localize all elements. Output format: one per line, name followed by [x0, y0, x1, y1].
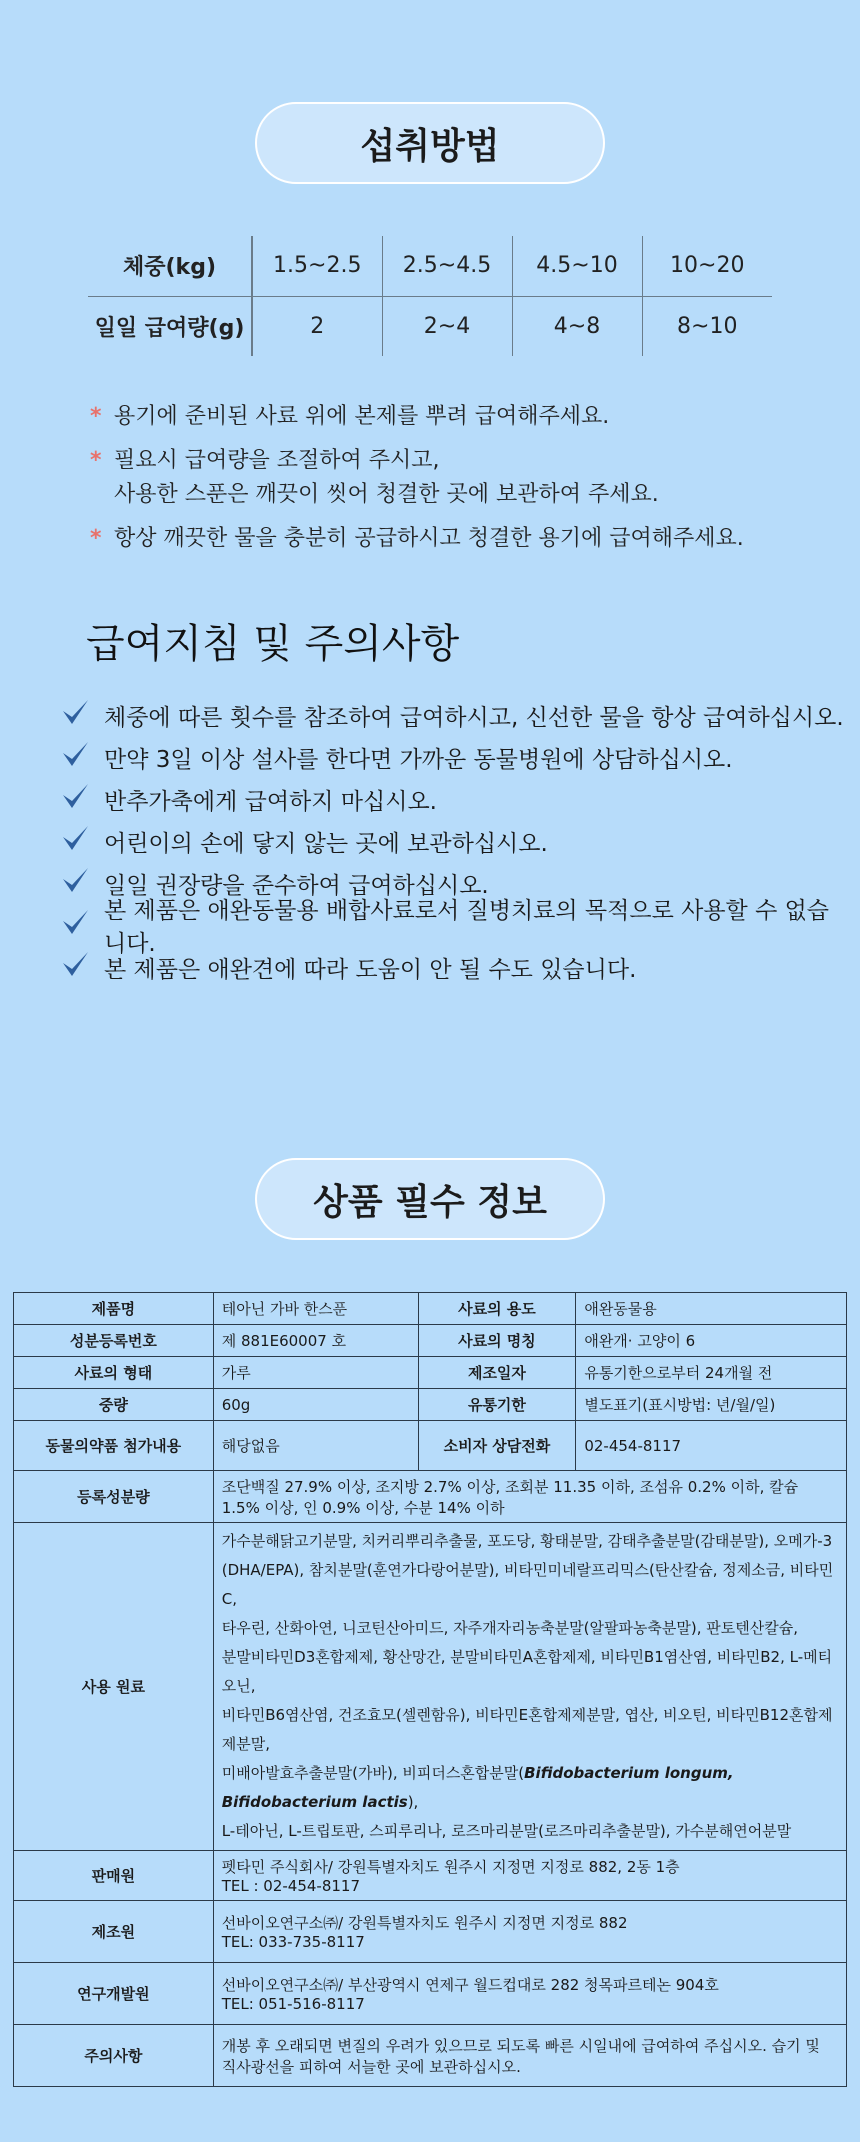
info-row	[14, 1963, 847, 2025]
note-text: 필요시 급여량을 조절하여 주시고, 사용한 스푼은 깨끗이 씻어 청결한 곳에 보관하여 주세요.	[114, 448, 659, 507]
rnd: 선바이오연구소㈜/ 부산광역시 연제구 월드컵대로 282 청목파르테논 904호	[221, 1976, 719, 1994]
amount-label: 일일 급여량(g)	[88, 296, 252, 356]
info-row	[14, 1851, 847, 1901]
checkmark-icon	[60, 865, 104, 901]
guideline-text: 체중에 따른 횟수를 참조하여 급여하시고, 신선한 물을 항상 급여하십시오.	[104, 704, 844, 731]
weight-cell: 1.5~2.5	[252, 236, 382, 296]
checkmark-icon	[60, 739, 104, 775]
raw-line: (DHA/EPA), 참치분말(훈연가다랑어분말), 비타민미네랄프리믹스(탄산칼슘, 정제소금, 비타민C,	[221, 1561, 834, 1608]
guideline-item	[60, 820, 850, 862]
dosage-row-amount	[88, 296, 772, 356]
amount-cell: 4~8	[512, 296, 642, 356]
guideline-text: 일일 권장량을 준수하여 급여하십시오.	[104, 872, 489, 899]
usage-label: 사료의 용도	[418, 1293, 576, 1325]
maker-cell	[213, 1901, 846, 1963]
raw-line: 타우린, 산화아연, 니코틴산아미드, 자주개자리농축분말(알팔파농축분말), 판토텐산칼슘,	[221, 1619, 798, 1637]
amount-cell: 8~10	[677, 313, 738, 339]
note-item	[90, 522, 790, 556]
seller-cell	[213, 1851, 846, 1901]
note-item	[90, 400, 790, 434]
feed-name: 애완개· 고양이 6	[576, 1325, 847, 1357]
product-info-table	[13, 1292, 847, 2087]
product-name-label: 제품명	[14, 1293, 214, 1325]
reg-no-label: 성분등록번호	[14, 1325, 214, 1357]
weight-label: 중량	[14, 1389, 214, 1421]
checkmark-icon	[60, 697, 104, 733]
product-info-title: 상품 필수 정보	[313, 1181, 547, 1223]
info-row	[14, 1293, 847, 1325]
expiry: 별도표기(표시방법: 년/월/일)	[576, 1389, 847, 1421]
form: 가루	[213, 1357, 418, 1389]
weight-label: 체중(kg)	[88, 236, 252, 296]
guidelines-title: 급여지침 및 주의사항	[86, 621, 460, 667]
raw-line: L-테아닌, L-트립토판, 스피루리나, 로즈마리분말(로즈마리추출분말), 가수분해연어분말	[221, 1822, 792, 1840]
note-text: 항상 깨끗한 물을 충분히 공급하시고 청결한 용기에 급여해주세요.	[114, 526, 744, 551]
amount-cell: 2	[252, 296, 382, 356]
info-row	[14, 1421, 847, 1471]
guideline-item	[60, 694, 850, 736]
intake-notes	[90, 400, 790, 566]
note-item	[90, 444, 790, 512]
mfg-date: 유통기한으로부터 24개월 전	[576, 1357, 847, 1389]
checkmark-icon	[60, 823, 104, 859]
caution-label: 주의사항	[14, 2025, 214, 2087]
consumer-phone: 02-454-8117	[576, 1421, 847, 1471]
usage: 애완동물용	[576, 1293, 847, 1325]
ingredients-label: 등록성분량	[14, 1471, 214, 1523]
raw-label: 사용 원료	[14, 1523, 214, 1851]
info-row	[14, 1357, 847, 1389]
weight: 60g	[213, 1389, 418, 1421]
intake-title-pill	[255, 102, 605, 184]
maker-label: 제조원	[14, 1901, 214, 1963]
rnd-label: 연구개발원	[14, 1963, 214, 2025]
info-row	[14, 1523, 847, 1851]
intake-title: 섭취방법	[360, 125, 500, 167]
asterisk-icon: *	[90, 448, 102, 473]
raw-after-italic: ),	[407, 1793, 419, 1811]
consumer-label: 소비자 상담전화	[418, 1421, 576, 1471]
weight-cell: 4.5~10	[512, 236, 642, 296]
amount-cell: 2~4	[382, 296, 512, 356]
vet-drug-label: 동물의약품 첨가내용	[14, 1421, 214, 1471]
guideline-item	[60, 736, 850, 778]
asterisk-icon: *	[90, 526, 102, 551]
product-info-title-pill	[255, 1158, 605, 1240]
feed-name-label: 사료의 명칭	[418, 1325, 576, 1357]
info-row	[14, 1325, 847, 1357]
info-row	[14, 1389, 847, 1421]
guideline-item	[60, 778, 850, 820]
note-text: 용기에 준비된 사료 위에 본제를 뿌려 급여해주세요.	[114, 404, 610, 429]
seller-label: 판매원	[14, 1851, 214, 1901]
raw-line: 분말비타민D3혼합제제, 황산망간, 분말비타민A혼합제제, 비타민B1염산염, 비타민B2, L-메티오닌,	[221, 1648, 833, 1695]
guideline-text: 만약 3일 이상 설사를 한다면 가까운 동물병원에 상담하십시오.	[104, 746, 733, 773]
checkmark-icon	[60, 949, 104, 985]
info-row	[14, 1901, 847, 1963]
checkmark-icon	[60, 907, 104, 943]
form-label: 사료의 형태	[14, 1357, 214, 1389]
raw-line: 미배아발효추출분말(가바), 비피더스혼합분말(	[221, 1764, 525, 1782]
dosage-table	[88, 236, 772, 356]
info-row	[14, 1471, 847, 1523]
raw-italic: Bifidobacterium longum, Bifidobacterium lactis	[221, 1764, 734, 1811]
raw-line: 비타민B6염산염, 건조효모(셀렌함유), 비타민E혼합제제분말, 엽산, 비오틴, 비타민B12혼합제제분말,	[221, 1706, 833, 1753]
weight-cell: 2.5~4.5	[382, 236, 512, 296]
vet-drug: 해당없음	[213, 1421, 418, 1471]
product-name: 테아닌 가바 한스푼	[213, 1293, 418, 1325]
info-row	[14, 2025, 847, 2087]
maker: 선바이오연구소㈜/ 강원특별자치도 원주시 지정면 지정로 882	[221, 1914, 628, 1932]
dosage-row-weight	[88, 236, 772, 296]
ingredients: 조단백질 27.9% 이상, 조지방 2.7% 이상, 조회분 11.35 이하, 조섬유 0.2% 이하, 칼슘 1.5% 이상, 인 0.9% 이상, 수분 14% 이하	[213, 1471, 846, 1523]
maker-tel: TEL: 033-735-8117	[221, 1933, 365, 1951]
weight-cell: 10~20	[642, 236, 772, 296]
raw-materials	[213, 1523, 846, 1851]
guideline-text: 어린이의 손에 닿지 않는 곳에 보관하십시오.	[104, 830, 548, 857]
guideline-item	[60, 898, 850, 957]
raw-line: 가수분해닭고기분말, 치커리뿌리추출물, 포도당, 황태분말, 감태추출분말(감태분말), 오메가-3	[221, 1532, 833, 1550]
guidelines-list	[60, 694, 850, 988]
rnd-cell	[213, 1963, 846, 2025]
seller-tel: TEL : 02-454-8117	[221, 1877, 361, 1895]
guideline-text: 본 제품은 애완견에 따라 도움이 안 될 수도 있습니다.	[104, 956, 637, 983]
seller: 펫타민 주식회사/ 강원특별자치도 원주시 지정면 지정로 882, 2동 1층	[221, 1858, 680, 1876]
guideline-text: 본 제품은 애완동물용 배합사료로서 질병치료의 목적으로 사용할 수 없습니다.	[104, 898, 830, 957]
guideline-text: 반추가축에게 급여하지 마십시오.	[104, 788, 437, 815]
checkmark-icon	[60, 781, 104, 817]
rnd-tel: TEL: 051-516-8117	[221, 1995, 365, 2013]
raw-line-mixed	[222, 1759, 838, 1817]
asterisk-icon: *	[90, 404, 102, 429]
reg-no: 제 881E60007 호	[213, 1325, 418, 1357]
expiry-label: 유통기한	[418, 1389, 576, 1421]
mfg-date-label: 제조일자	[418, 1357, 576, 1389]
caution: 개봉 후 오래되면 변질의 우려가 있으므로 되도록 빠른 시일내에 급여하여 주십시오. 습기 및 직사광선을 피하여 서늘한 곳에 보관하십시오.	[213, 2025, 846, 2087]
